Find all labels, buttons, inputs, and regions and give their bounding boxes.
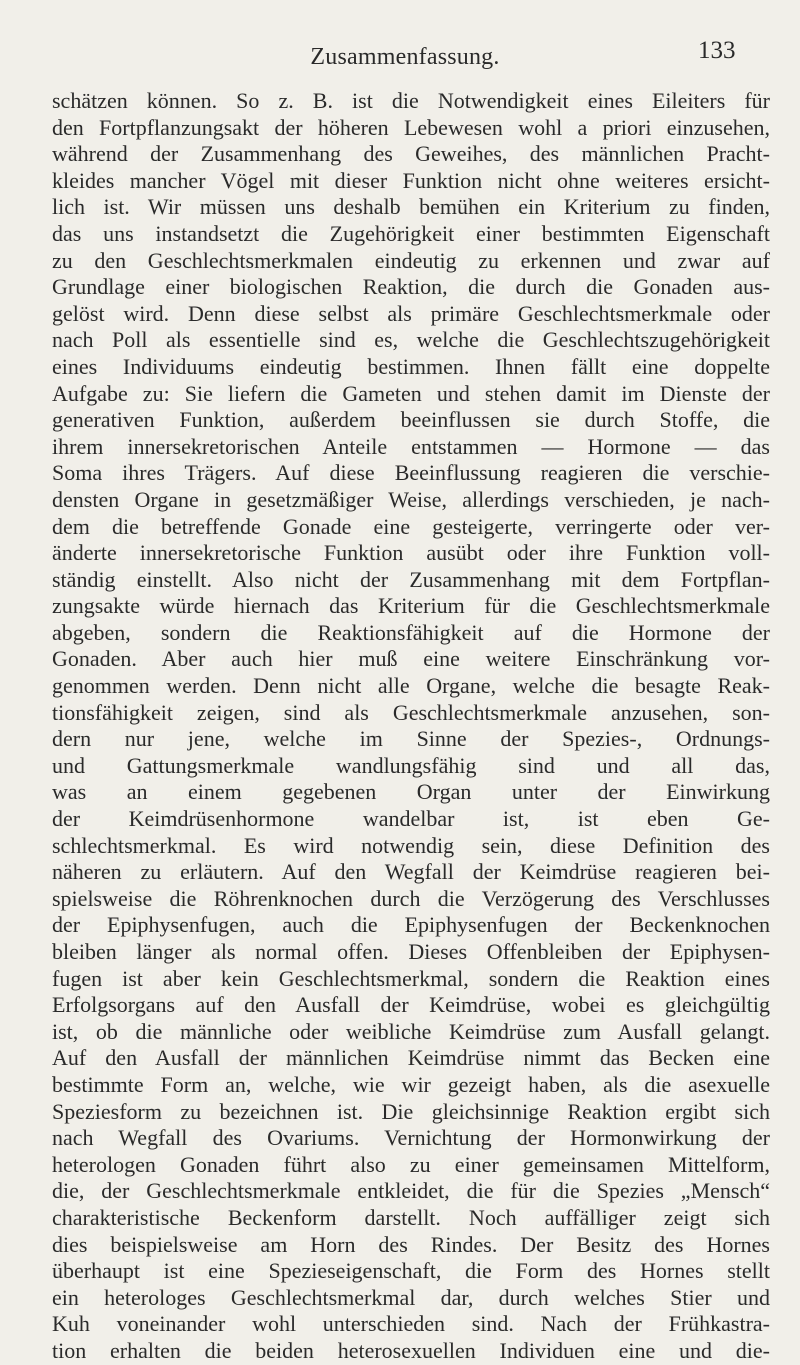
text-line: tionsfähigkeit zeigen, sind als Geschlechtsmerkmale anzusehen, son- xyxy=(52,699,770,725)
text-line: ihrem innersekretorischen Anteile entstammen — Hormone — das xyxy=(52,433,770,459)
text-line: zungsakte würde hiernach das Kriterium für die Geschlechtsmerkmale xyxy=(52,593,770,619)
text-line: Auf den Ausfall der männlichen Keimdrüse nimmt das Becken eine xyxy=(52,1045,770,1071)
text-line: nach Wegfall des Ovariums. Vernichtung der Hormonwirkung der xyxy=(52,1125,770,1151)
text-line: schätzen können. So z. B. ist die Notwendigkeit eines Eileiters für xyxy=(52,88,770,113)
text-line: überhaupt ist eine Spezieseigenschaft, die Form des Hornes stellt xyxy=(52,1258,770,1284)
text-line: was an einem gegebenen Organ unter der Einwirkung xyxy=(52,779,770,805)
text-line: genommen werden. Denn nicht alle Organe, welche die besagte Reak- xyxy=(52,673,770,699)
text-line: fugen ist aber kein Geschlechtsmerkmal, sondern die Reaktion eines xyxy=(52,965,770,991)
text-line: und Gattungsmerkmale wandlungsfähig sind und all das, xyxy=(52,752,770,778)
text-line: den Fortpflanzungsakt der höheren Lebewesen wohl a priori einzusehen, xyxy=(52,114,770,140)
text-line: Speziesform zu bezeichnen ist. Die gleichsinnige Reaktion ergibt sich xyxy=(52,1098,770,1124)
text-line: eines Individuums eindeutig bestimmen. Ihnen fällt eine doppelte xyxy=(52,353,770,379)
text-line: Erfolgsorgans auf den Ausfall der Keimdrüse, wobei es gleichgültig xyxy=(52,992,770,1018)
text-line: abgeben, sondern die Reaktionsfähigkeit auf die Hormone der xyxy=(52,619,770,645)
text-line: zu den Geschlechtsmerkmalen eindeutig zu erkennen und zwar auf xyxy=(52,247,770,273)
text-line: Soma ihres Trägers. Auf diese Beeinflussung reagieren die verschie- xyxy=(52,460,770,486)
text-line: ständig einstellt. Also nicht der Zusammenhang mit dem Fortpflan- xyxy=(52,566,770,592)
text-line: schlechtsmerkmal. Es wird notwendig sein, diese Definition des xyxy=(52,832,770,858)
text-line: heterologen Gonaden führt also zu einer gemeinsamen Mittelform, xyxy=(52,1151,770,1177)
text-line: tion erhalten die beiden heterosexuellen Individuen eine und die- xyxy=(52,1337,770,1363)
text-line: ein heterologes Geschlechtsmerkmal dar, durch welches Stier und xyxy=(52,1284,770,1310)
text-line: Grundlage einer biologischen Reaktion, die durch die Gonaden aus- xyxy=(52,274,770,300)
page-number: 133 xyxy=(698,37,736,64)
text-line: charakteristische Beckenform darstellt. Noch auffälliger zeigt sich xyxy=(52,1204,770,1230)
body-text xyxy=(52,88,770,1365)
text-line: densten Organe in gesetzmäßiger Weise, allerdings verschieden, je nach- xyxy=(52,486,770,512)
text-line: näheren zu erläutern. Auf den Wegfall der Keimdrüse reagieren bei- xyxy=(52,859,770,885)
text-line: spielsweise die Röhrenknochen durch die Verzögerung des Verschlusses xyxy=(52,885,770,911)
text-line: generativen Funktion, außerdem beeinflussen sie durch Stoffe, die xyxy=(52,407,770,433)
text-line: dern nur jene, welche im Sinne der Spezies-, Ordnungs- xyxy=(52,726,770,752)
text-line: dem die betreffende Gonade eine gesteigerte, verringerte oder ver- xyxy=(52,513,770,539)
text-line: Gonaden. Aber auch hier muß eine weitere Einschränkung vor- xyxy=(52,646,770,672)
text-line: der Epiphysenfugen, auch die Epiphysenfugen der Beckenknochen xyxy=(52,912,770,938)
text-line: lich ist. Wir müssen uns deshalb bemühen ein Kriterium zu finden, xyxy=(52,194,770,220)
running-title: Zusammenfassung. xyxy=(310,44,500,70)
text-line: ist, ob die männliche oder weibliche Keimdrüse zum Ausfall gelangt. xyxy=(52,1018,770,1044)
text-line: Kuh voneinander wohl unterschieden sind. Nach der Frühkastra- xyxy=(52,1311,770,1337)
text-line: Aufgabe zu: Sie liefern die Gameten und stehen damit im Dienste der xyxy=(52,380,770,406)
text-line: änderte innersekretorische Funktion ausübt oder ihre Funktion voll- xyxy=(52,540,770,566)
text-line: das uns instandsetzt die Zugehörigkeit einer bestimmten Eigenschaft xyxy=(52,220,770,246)
text-line: der Keimdrüsenhormone wandelbar ist, ist eben Ge- xyxy=(52,806,770,832)
text-line: gelöst wird. Denn diese selbst als primäre Geschlechtsmerkmale oder xyxy=(52,300,770,326)
text-line: die, der Geschlechtsmerkmale entkleidet, die für die Spezies „Mensch“ xyxy=(52,1178,770,1204)
text-line: bestimmte Form an, welche, wie wir gezeigt haben, als die asexuelle xyxy=(52,1071,770,1097)
text-line: während der Zusammenhang des Geweihes, des männlichen Pracht- xyxy=(52,141,770,167)
text-line: nach Poll als essentielle sind es, welche die Geschlechtszugehörigkeit xyxy=(52,327,770,353)
text-line: dies beispielsweise am Horn des Rindes. Der Besitz des Hornes xyxy=(52,1231,770,1257)
text-line: kleides mancher Vögel mit dieser Funktion nicht ohne weiteres ersicht- xyxy=(52,167,770,193)
text-line: bleiben länger als normal offen. Dieses Offenbleiben der Epiphysen- xyxy=(52,939,770,964)
